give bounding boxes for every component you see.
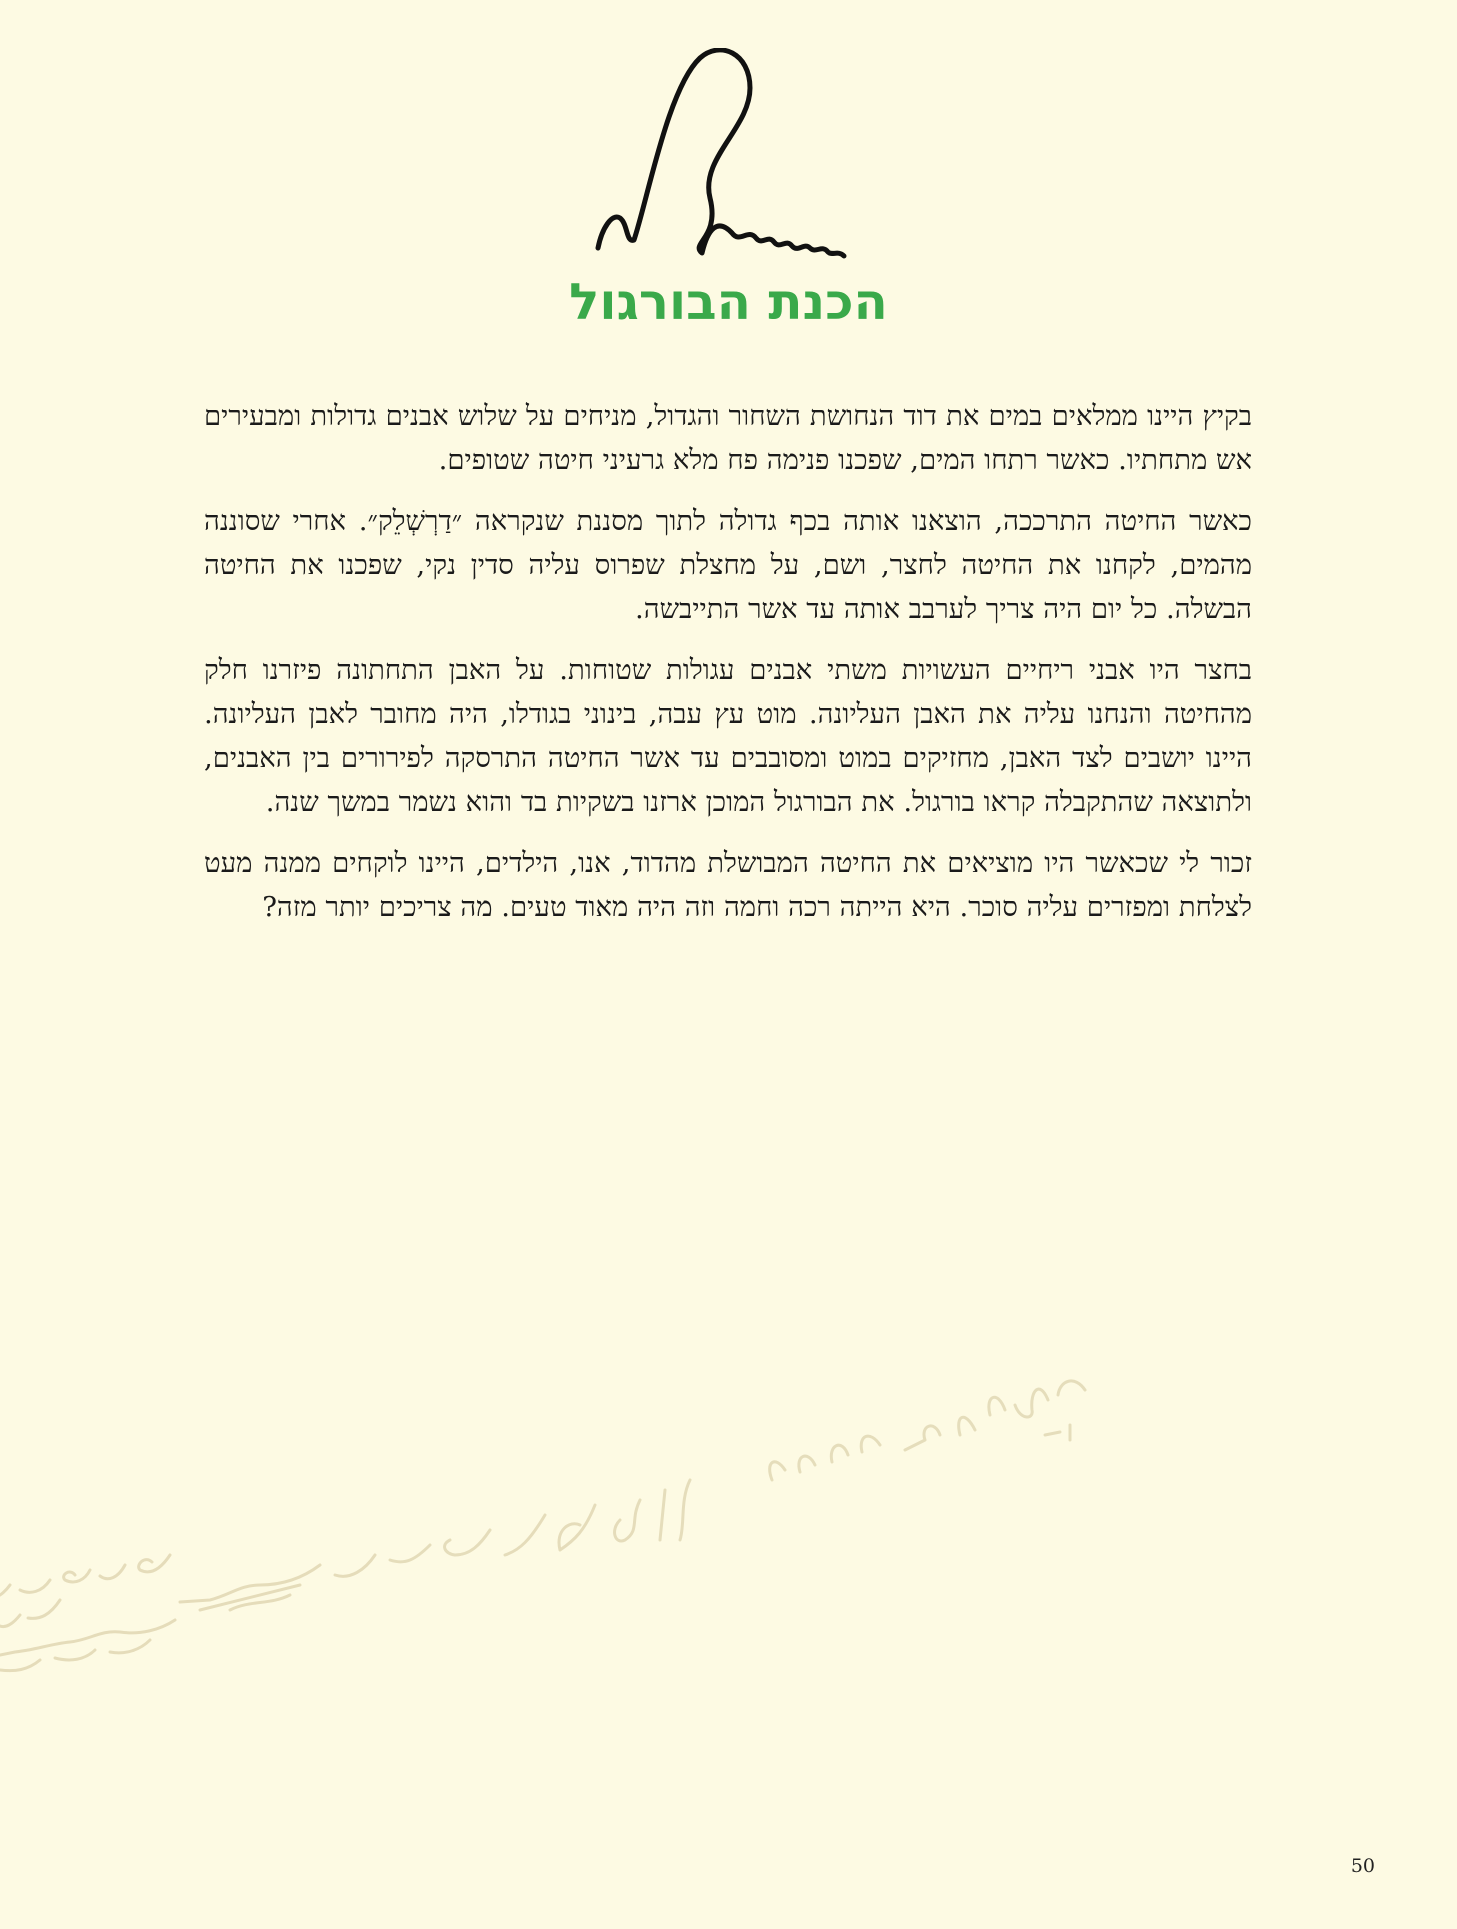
paragraph: זכור לי שכאשר היו מוציאים את החיטה המבושלת מהדוד, אנו, הילדים, היינו לוקחים ממנה מעט לצלחת ומפזרים עליה סוכר. היא הייתה רכה וחמה וזה היה מאוד טעים. מה צריכים יותר מזה? [204, 847, 1252, 923]
page-number: 50 [1350, 1855, 1375, 1877]
page-title: הכנת הבורגול [569, 273, 888, 331]
signature-squiggle-icon [590, 48, 860, 263]
handwritten-note-watermark [0, 1340, 1150, 1700]
article-body [204, 394, 1252, 946]
paragraph: בקיץ היינו ממלאים במים את דוד הנחושת השחור והגדול, מניחים על שלוש אבנים גדולות ומבעירים אש מתחתיו. כאשר רתחו המים, שפכנו פנימה פח מלא גרעיני חיטה שטופים. [204, 400, 1252, 476]
paragraph: כאשר החיטה התרככה, הוצאנו אותה בכף גדולה לתוך מסננת שנקראה ״דַרְשְׁלֵק״. אחרי שסוננה מהמים, לקחנו את החיטה לחצר, ושם, על מחצלת שפרוס עליה סדין נקי, שפכנו את החיטה הבשלה. כל יום היה צריך לערבב אותה עד אשר התייבשה. [204, 505, 1252, 625]
paragraph: בחצר היו אבני ריחיים העשויות משתי אבנים עגולות שטוחות. על האבן התחתונה פיזרנו חלק מהחיטה והנחנו עליה את האבן העליונה. מוט עץ עבה, בינוני בגודלו, היה מחובר לאבן העליונה. היינו יושבים לצד האבן, מחזיקים במוט ומסובבים עד אשר החיטה התרסקה לפירורים בין האבנים, ולתוצאה שהתקבלה קראו בורגול. את הבורגול המוכן ארזנו בשקיות בד והוא נשמר במשך שנה. [204, 654, 1252, 818]
